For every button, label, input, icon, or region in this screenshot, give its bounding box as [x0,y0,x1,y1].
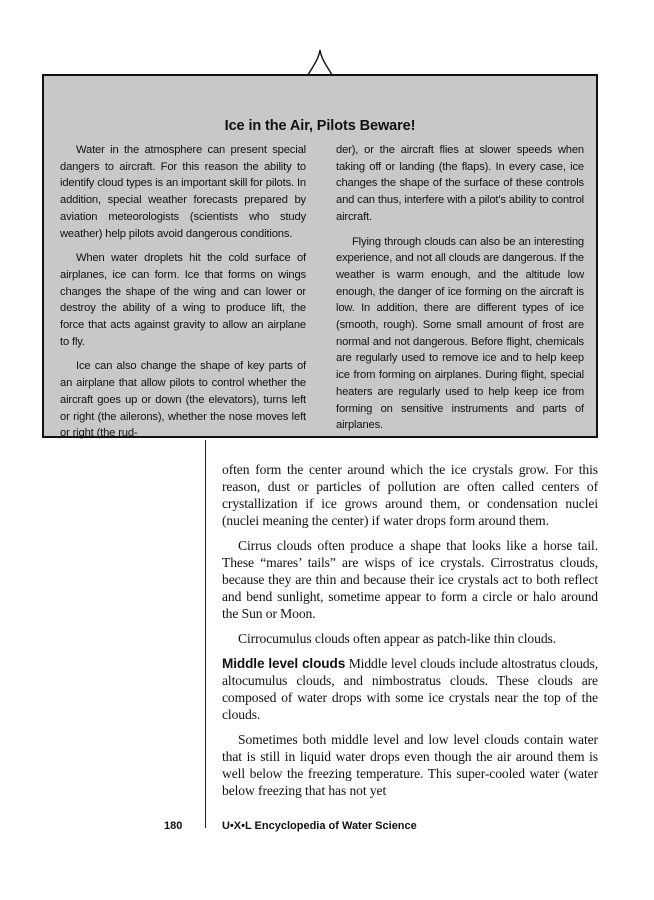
sidebar-paragraph: Water in the atmosphere can present special dangers to aircraft. For this reason the ability to identify cloud types is an important skill for pilots. In addition, special weather forecasts prepared by aviation meteorologists (scientists who study weather) help pilots avoid dangerous conditions. [60,144,306,240]
sidebar-right-column [336,142,584,442]
body-paragraph: Cirrus clouds often produce a shape that looks like a horse tail. These “mares’ tails” are wisps of ice crystals. Cirrostratus clouds, because they are thin and because their ice crystals act to both reflect and bend sunlight, sometime appear to form a circle or halo around the Sun or Moon. [222,538,598,621]
book-title: U•X•L Encyclopedia of Water Science [222,820,417,832]
body-paragraph: Cirrocumulus clouds often appear as patch-like thin clouds. [238,631,557,646]
sidebar-paragraph: Ice can also change the shape of key parts of an airplane that allow pilots to control whether the aircraft goes up or down (the elevators), turns left or right (the ailerons), whether the nose moves left or right (the rud- [60,360,306,440]
main-text [222,461,598,807]
section-heading: Middle level clouds [222,656,346,671]
sidebar-paragraph: When water droplets hit the cold surface of airplanes, ice can form. Ice that forms on wings changes the shape of the wing and can lower or destroy the ability of a wing to produce lift, the force that acts against gravity to allow an airplane to fly. [60,252,306,348]
sidebar-paragraph: Flying through clouds can also be an interesting experience, and not all clouds are dangerous. If the weather is warm enough, and the altitude low enough, the danger of ice forming on the aircraft is low. In addition, there are different types of ice (smooth, rough). Some small amount of frost are normal and not dangerous. Before flight, chemicals are regularly used to remove ice and to help keep ice from forming on airplanes. During flight, special heaters are regularly used to help keep ice from forming on sensitive instruments and parts of airplanes. [336,235,584,432]
sidebar-paragraph: der), or the aircraft flies at slower speeds when taking off or landing (the flaps). In every case, ice changes the shape of the surface of these controls and can thus, interfere with a pilot's ability to control aircraft. [336,144,584,223]
body-paragraph: Sometimes both middle level and low level clouds contain water that is still in liquid water drops even though the air around them is well below the freezing temperature. This super-cooled water (water below freezing that has not yet [222,732,598,798]
sidebar-left-column [60,142,306,450]
sidebar-title: Ice in the Air, Pilots Beware! [224,118,416,134]
heading-paragraph-text: Middle level clouds include altostratus clouds, altocumulus clouds, and nimbostratus clouds. These clouds are composed of water drops with some ice crystals near the top of the clouds. [222,656,598,722]
page-number: 180 [164,820,183,832]
margin-rule [205,440,206,828]
body-paragraph-with-heading [222,655,598,723]
body-paragraph: often form the center around which the ice crystals grow. For this reason, dust or particles of pollution are often called centers of crystallization if ice grows around them, or condensation nuclei (nuclei meaning the center) if water drops form around them. [222,462,598,528]
sidebar-box [42,74,598,438]
